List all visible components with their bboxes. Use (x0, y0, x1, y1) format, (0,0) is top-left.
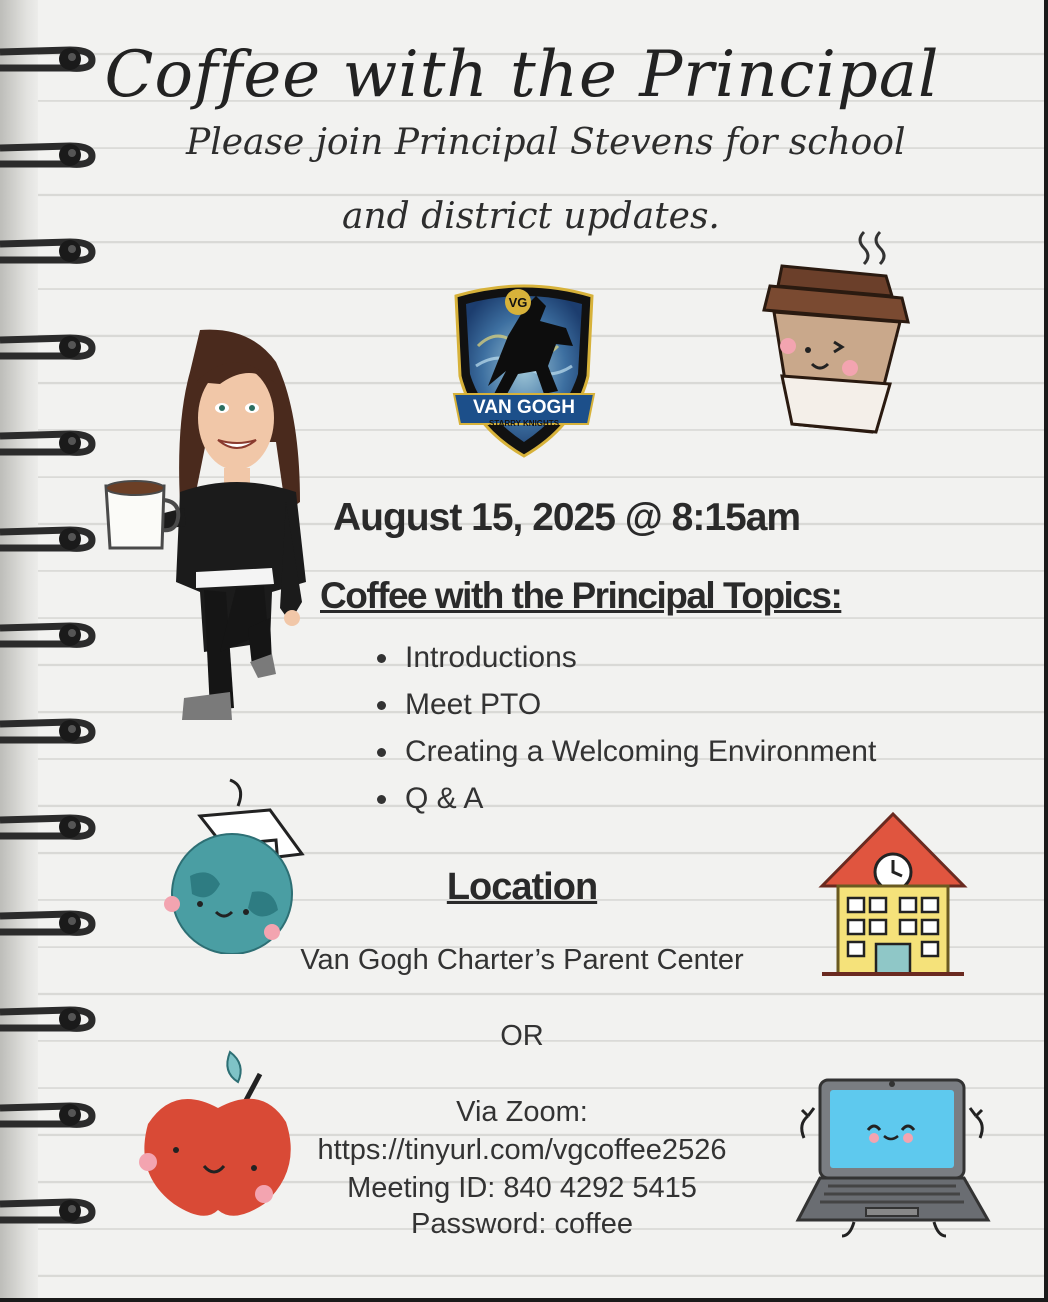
spiral-ring (0, 230, 100, 270)
school-logo (448, 266, 600, 460)
meeting-password: Password: coffee (411, 1208, 633, 1240)
flyer-title: Coffee with the Principal (104, 38, 940, 112)
logo-tagline: STARRY KNIGHTS (488, 419, 560, 428)
location-heading: Location (446, 866, 598, 908)
apple-icon (134, 1044, 302, 1220)
subtitle-line-2: and district updates. (342, 196, 720, 237)
school-building-icon (818, 810, 968, 978)
meeting-id: Meeting ID: 840 4292 5415 (347, 1172, 697, 1204)
topics-heading: Coffee with the Principal Topics: (320, 575, 842, 616)
logo-monogram: VG (508, 295, 528, 310)
spiral-ring (0, 806, 100, 846)
location-place: Van Gogh Charter’s Parent Center (300, 944, 744, 976)
topics-list (365, 634, 876, 822)
logo-name: VAN GOGH (472, 397, 576, 418)
list-item: Introductions (365, 634, 876, 681)
spiral-ring (0, 518, 100, 558)
spiral-ring (0, 710, 100, 750)
location-or: OR (500, 1020, 544, 1052)
spiral-ring (0, 614, 100, 654)
spiral-ring (0, 326, 100, 366)
zoom-link[interactable]: https://tinyurl.com/vgcoffee2526 (317, 1134, 727, 1166)
list-item: Creating a Welcoming Environment (365, 728, 876, 775)
spiral-ring (0, 422, 100, 462)
list-item: Q & A (365, 775, 876, 822)
laptop-icon (794, 1074, 994, 1244)
coffee-cup-icon (752, 226, 918, 438)
event-date-time: August 15, 2025 @ 8:15am (333, 496, 801, 539)
zoom-label: Via Zoom: (456, 1096, 588, 1128)
spiral-ring (0, 134, 100, 174)
globe-icon (160, 776, 306, 954)
list-item: Meet PTO (365, 681, 876, 728)
principal-avatar (100, 322, 336, 722)
subtitle-line-1: Please join Principal Stevens for school (186, 122, 906, 163)
